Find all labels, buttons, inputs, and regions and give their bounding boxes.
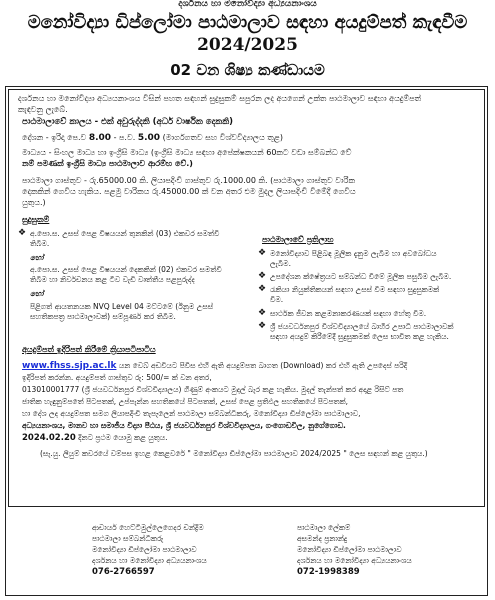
intro-line-2: කැඳවනු ලැබේ. (18, 105, 68, 114)
application-line-4: ජාතික හැඳුනුම්පතේ පිටපතක්, උප්පැන්න සහතිකයේ පිටපතක්, උසස් පෙළ ප්‍රතිඵල සහතිකයේ පිටපතක්, (22, 397, 348, 406)
contact-left-name: ආචාර්ය හෙට්ටිමුල්ලෙගෙදර චන්ද්‍රිම (92, 523, 204, 532)
page-title: මනෝවිද්‍යා ඩිප්ලෝමා පාඨමාලාව සඳහා අයදුම්පත් කැඳවීම (27, 12, 468, 33)
fee-line-1: පාඨමාලා ගාස්තුව - රු.65000.00 කි. ලියාපදිංචි ගාස්තුව රු.1000.00 කි. (පාඨමාලා ගාස්තුව වාරික (22, 176, 355, 185)
academic-year: 2024/2025 (197, 35, 298, 55)
qualifications-heading: සුදුසුකම් (22, 215, 50, 224)
contact-right-phone: 072-1998389 (297, 567, 360, 577)
qualification-3-line-2: සහතිකපත්‍ර පාඨමාලාවක්) සම්පූර්ණ කර තිබීම. (30, 312, 176, 321)
fee-line-2: දෙකකින් ගෙවිය හැකිය. පළමු වාරිකය රු.45000.00 ක් වන අතර එම මුදල ලියාපදිංචි වීමේදී ගෙවිය (22, 187, 356, 196)
contact-right-role-3: දර්ශනය හා මනෝවිද්‍යා අධ්‍යයනාංශය (297, 556, 412, 565)
or-label: හෝ (30, 253, 44, 262)
deadline-suffix: දිනට ප්‍රථම යොමු කළ යුතුය. (75, 433, 168, 442)
schedule-suffix: (මාර්ගගතව සහ විශ්වවිද්‍යාලය තුළ) (160, 133, 284, 142)
or-label: හෝ (30, 289, 44, 298)
diamond-bullet-icon: ❖ (258, 248, 267, 258)
diamond-bullet-icon: ❖ (258, 271, 267, 281)
benefit-4: සාර්ථක ජීවන කළමනාකරණයක් සඳහා හේතු වීම. (270, 309, 427, 318)
benefit-1-line-1: මනෝවිද්‍යාව පිළිබඳ මූලික දැනුම ලැබීම හා අවබෝධය (270, 249, 437, 258)
diamond-bullet-icon: ❖ (18, 228, 27, 238)
schedule-mid: - ප.ව. (111, 133, 138, 142)
application-line-1 (22, 361, 407, 371)
benefit-1-line-2: ලැබීම. (270, 259, 291, 268)
course-duration: පාඨමාලාවේ කාලය - එක් අවුරුද්දකි (අර්ධ වාර්ෂික දෙකකි) (22, 117, 233, 127)
fee-line-3: යුතුය.) (22, 198, 46, 207)
benefits-heading: පාඨමාලාවේ ප්‍රතිලාභ (262, 235, 334, 244)
benefit-2: උපදේශන ක්ෂේත්‍රයට සම්බන්ධ වීමේ මූලික පසුබිම ලැබීම. (270, 272, 452, 281)
diamond-bullet-icon: ❖ (258, 308, 267, 318)
medium-line-2: නම් පමණක් ඉංග්‍රීසි මාධ්‍ය පාඨමාලාව ආරම්භ වේ.) (22, 159, 193, 168)
medium-line-1: මාධ්‍යය - සිංහල මාධ්‍ය හා ඉංග්‍රීසි මාධ්‍ය (ඉංග්‍රීසි මාධ්‍ය සඳහා අපේක්ෂකයන් 60කට වඩා සම්බන්ධ වේ (22, 148, 352, 157)
lecture-schedule (22, 132, 283, 144)
deadline-date: 2024.02.20 (22, 433, 76, 443)
diamond-bullet-icon: ❖ (258, 284, 267, 294)
schedule-end-time: 5.00 (137, 133, 161, 143)
benefit-5-line-2: සඳහා අයදුම් කිරීමේදී සුදුසුකමක් ලෙස භාවිත කළ හැකිය. (270, 332, 449, 341)
application-line-5: හා දේශ ලද අයදුම්පත සමග ලියාපදිංචි තැපෑලෙන් පාඨමාලා සම්බන්ධීකරු, මනෝවිද්‍යා ඩිප්ලෝමා පාඨමාලාව, (22, 409, 361, 418)
contact-left-role-1: පාඨමාලා සම්බන්ධීකරු (92, 534, 164, 543)
qualification-1-line-1: අ.පො.ස. උසස් පෙළ විෂයයන් තුනකින් (03) එකවර සමත්වී (30, 229, 220, 238)
batch-label: 02 වන ශිෂ්‍ය කණ්ඩායම (170, 61, 325, 79)
benefit-5-line-1: ශ්‍රී ජයවර්ධනපුර විශ්වවිද්‍යාලයේ බාහිර උපාධි පාඨමාලාවක් (270, 322, 454, 331)
contact-right-role-2: මනෝවිද්‍යා ඩිප්ලෝමා පාඨමාලාව (297, 545, 402, 554)
department-header: දර්ශනය හා මනෝවිද්‍යා අධ්‍යයනාංශය (178, 0, 317, 9)
contact-left-phone: 076-2766597 (92, 567, 155, 577)
qualification-2-line-2: තිබීම හා නිර්වචනය කළ ටීව වැඩි වෘත්තීය පළපුරුද්ද (30, 275, 195, 284)
diamond-bullet-icon: ❖ (258, 321, 267, 331)
qualification-2-line-1: අ.පො.ස. උසස් පෙළ විෂයයන් දෙකකින් (02) එකවර සමත්වී (30, 265, 222, 274)
benefit-3-line-2: වීම. (270, 295, 284, 304)
benefit-3-line-1: රැකියා නියුක්තිකයන් සඳහා උසස් වීම සඳහා සුදුසුකමක් (270, 285, 440, 294)
application-line-1-text: යන වෙබ් අඩවියට පිවිස එහි ඇති අයදුම්පත බාගත (Download) කර එහි ඇති උපදෙස් පරිදි (116, 361, 408, 370)
application-heading: අයදුම්පත් ඉදිරිපත් කිරීමේ ක්‍රියාපටිපාටිය (22, 345, 156, 354)
website-link[interactable]: www.fhss.sjp.ac.lk (22, 361, 117, 371)
intro-line-1: දර්ශනය හා මනෝවිද්‍යා අධ්‍යයනාංශය විසින් පහත සඳහන් සුදුසුකම් සපුරන ලද අයගෙන් උක්ත පාඨමාලාව සඳහා අයදුම්පත් (18, 94, 422, 103)
schedule-start-time: 8.00 (88, 133, 112, 143)
envelope-note: (සැ.යු. ලියුම් කවරයේ වම්පස ඉහළ කෙළවරේ " මනෝවිද්‍යා ඩිප්ලෝමා පාඨමාලාව 2024/2025 " ලෙස සඳහන් කළ යුතුය.) (40, 449, 428, 458)
qualification-3-line-1: පිළිගත් ආයතනයක NVQ Level 04 මට්ටමේ (ඊනුම උසස් (30, 302, 214, 311)
contact-right-name: පාඨමාලා ලේකම් (297, 523, 351, 532)
deadline-line (22, 433, 168, 443)
contact-left-role-3: දර්ශනය හා මනෝවිද්‍යා අධ්‍යයනාංශය (92, 556, 207, 565)
contact-left-role-2: මනෝවිද්‍යා ඩිප්ලෝමා පාඨමාලාව (92, 545, 197, 554)
contact-right-role-1: අසමන්ද ප්‍රනාන්දු (297, 534, 348, 543)
qualification-1-line-2: තිබීම. (30, 239, 50, 248)
application-line-6: අධ්‍යයනාංශය, මානව හා සමාජීය විද්‍යා පීඨය, ශ්‍රී ජයවර්ධනපුර විශ්වවිද්‍යාලය, ගංගොඩවිල, නුගේගොඩ. (22, 421, 346, 430)
application-line-2: ඉදිරිපත් කරන්න. අයදුම්පත් ගාස්තුව රු: 500/= ක් වන අතර, (22, 373, 212, 382)
schedule-prefix: දේශන - ඉරිදා පෙ.ව (22, 133, 89, 142)
application-line-3: 013010001777 (ශ්‍රී ජයවර්ධනපුර විශ්වවිද්‍යාලය) ගිණුම් අංකයට මුදල් බැර කළ හැකිය. මුදල් තැන්පත් කර අදාළ රිසිට් පත (22, 385, 404, 394)
